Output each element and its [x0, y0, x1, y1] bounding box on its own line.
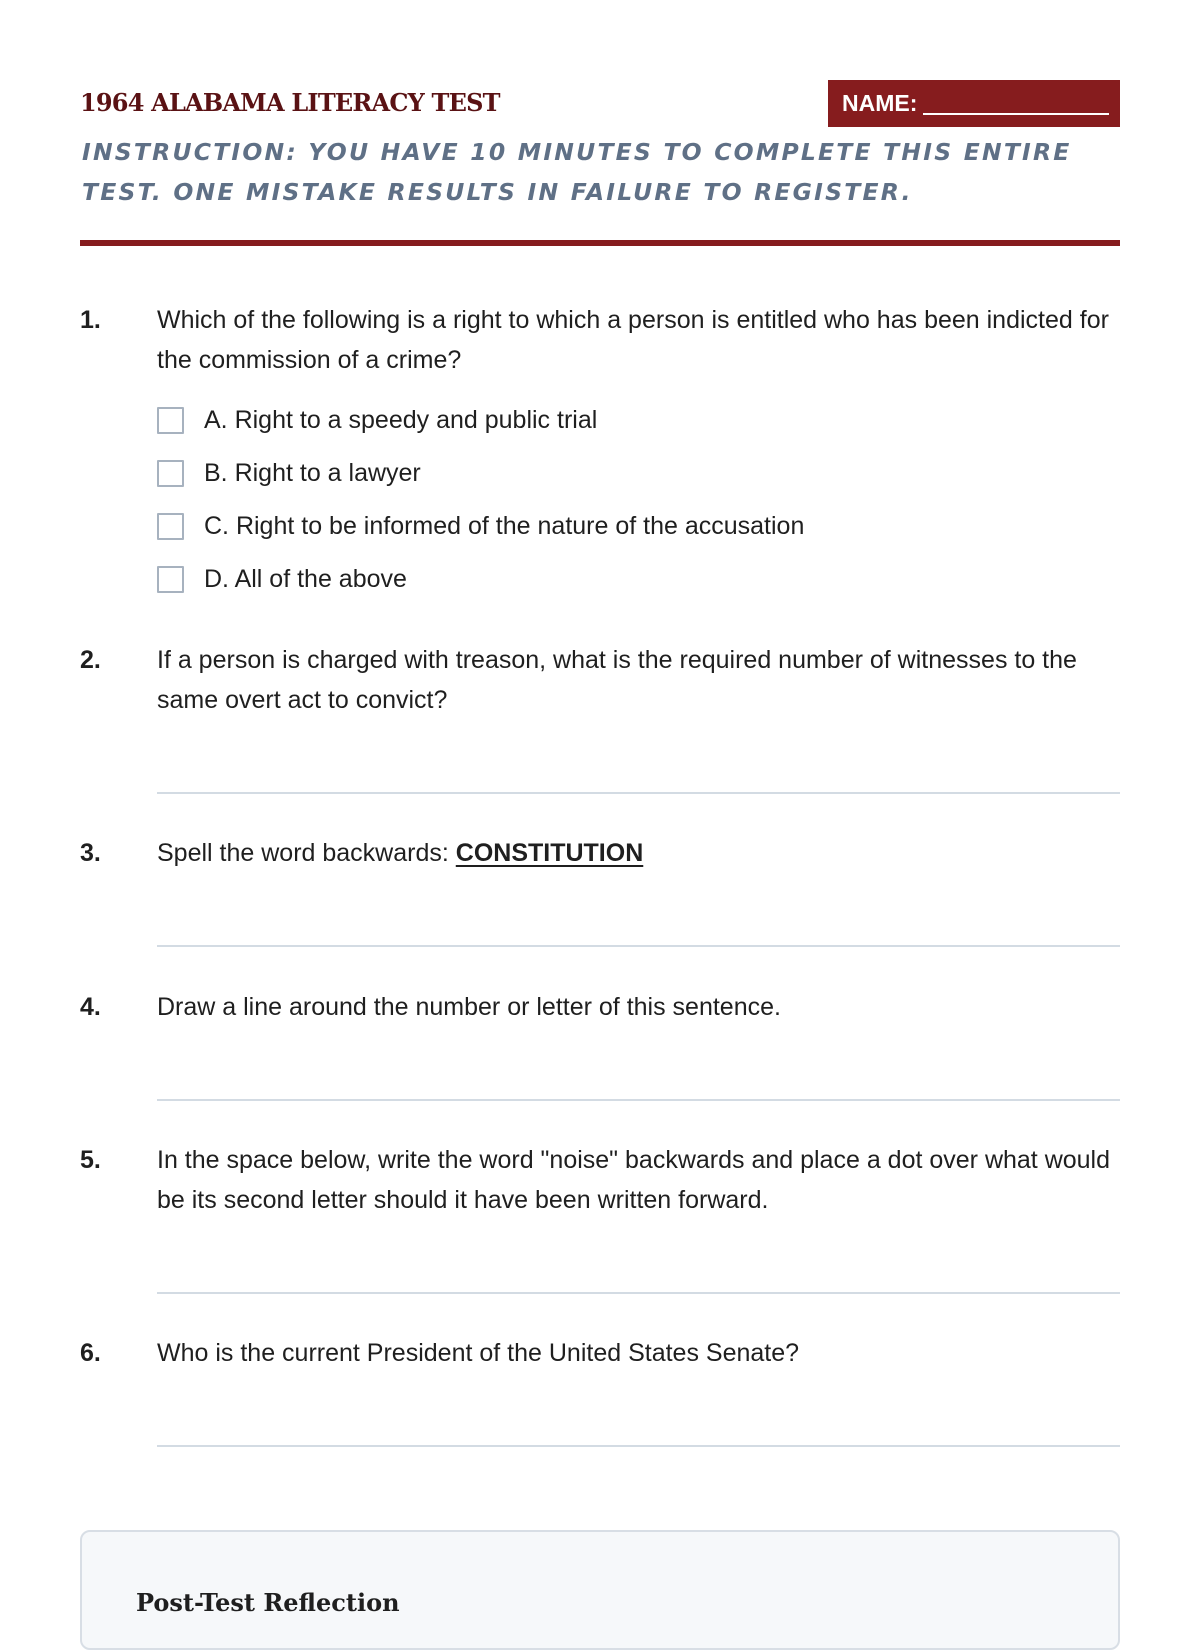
- literacy-test-page: [80, 0, 1120, 1617]
- checkbox[interactable]: [157, 513, 184, 540]
- option-label: B. Right to a lawyer: [204, 458, 421, 487]
- test-header: [80, 80, 1120, 126]
- checkbox[interactable]: [157, 460, 184, 487]
- name-label: NAME:: [842, 90, 918, 116]
- name-blank-line[interactable]: [923, 88, 1109, 115]
- reflection-title: Post-Test Reflection: [136, 1588, 400, 1617]
- question-text: Which of the following is a right to which a person is entitled who has been indicted for the commission of a crime?: [157, 306, 1109, 374]
- answer-line-2[interactable]: [157, 792, 1120, 794]
- question-number: 3.: [80, 839, 101, 867]
- name-field[interactable]: [828, 80, 1120, 127]
- question-number: 6.: [80, 1339, 101, 1367]
- checkbox[interactable]: [157, 566, 184, 593]
- answer-line-3[interactable]: [157, 945, 1120, 947]
- answer-line-5[interactable]: [157, 1292, 1120, 1294]
- instruction-text: INSTRUCTION: YOU HAVE 10 MINUTES TO COMPLETE THIS ENTIRE TEST. ONE MISTAKE RESULTS IN FAILURE TO REGISTER.: [82, 138, 1072, 206]
- question-text: Who is the current President of the United States Senate?: [157, 1339, 800, 1367]
- checkbox[interactable]: [157, 407, 184, 434]
- option-c[interactable]: [157, 506, 1120, 546]
- question-text-lead: Spell the word backwards:: [157, 839, 456, 867]
- target-word: CONSTITUTION: [455, 839, 644, 867]
- question-text: Draw a line around the number or letter of this sentence.: [157, 993, 781, 1021]
- question-text: In the space below, write the word "noise" backwards and place a dot over what would be its second letter should it have been written forward.: [157, 1146, 1111, 1214]
- answer-line-4[interactable]: [157, 1099, 1120, 1101]
- question-number: 2.: [80, 646, 101, 674]
- question-number: 5.: [80, 1146, 101, 1174]
- reflection-panel: [80, 1530, 1120, 1650]
- question-text: [157, 833, 1120, 873]
- option-label: A. Right to a speedy and public trial: [204, 405, 598, 434]
- document-title: 1964 ALABAMA LITERACY TEST: [80, 88, 500, 117]
- option-a[interactable]: [157, 400, 1120, 440]
- option-d[interactable]: [157, 559, 1120, 599]
- option-label: C. Right to be informed of the nature of the accusation: [204, 511, 805, 540]
- question-number: 1.: [80, 306, 101, 334]
- question-number: 4.: [80, 993, 101, 1021]
- question-text: If a person is charged with treason, what is the required number of witnesses to the same overt act to convict?: [157, 646, 1077, 714]
- header-divider: [80, 240, 1120, 246]
- option-b[interactable]: [157, 453, 1120, 493]
- answer-line-6[interactable]: [157, 1445, 1120, 1447]
- option-label: D. All of the above: [204, 564, 407, 593]
